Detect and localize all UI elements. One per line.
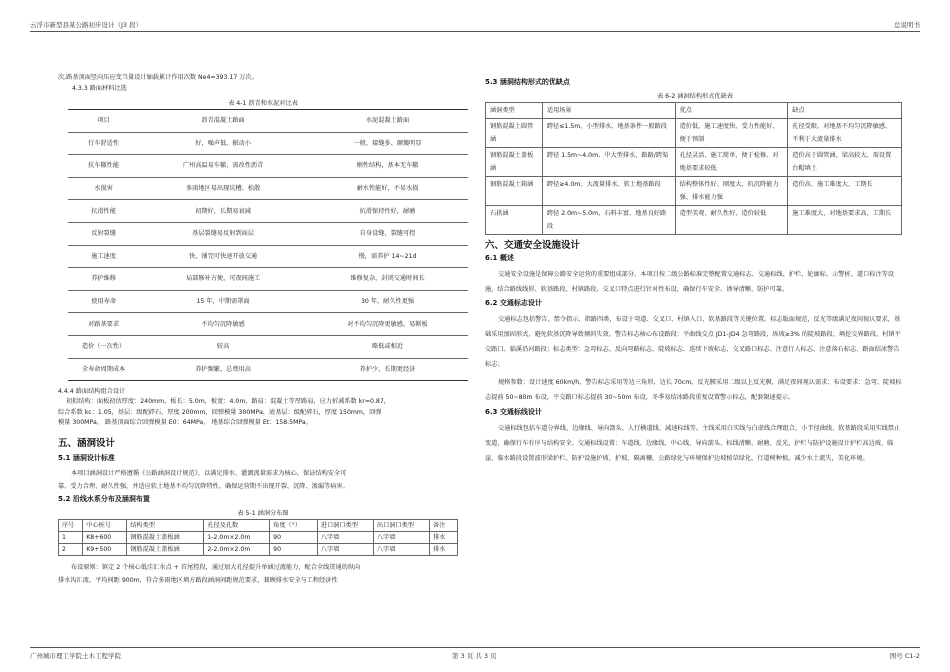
comparison-cell: 一般，接缝多、颠簸明显	[307, 132, 468, 155]
comparison-cell: 慢，需养护 14~21d	[307, 245, 468, 268]
culvert-type-cell: 钢筋混凝土圆管涵	[486, 119, 543, 148]
comparison-cell: 基层裂缝易反射到面层	[139, 222, 307, 245]
culvert-cell: 90	[270, 531, 318, 543]
section-4-4-4-heading: 4.4.4 路面结构组合设计	[58, 388, 126, 396]
comparison-row-header	[68, 110, 468, 133]
culvert-cell: 90	[270, 543, 318, 555]
footer-institution: 广州城市理工学院土木工程学院	[30, 652, 121, 660]
culvert-cell: 排水	[429, 531, 457, 543]
culvert-cell-header: 中心桩号	[83, 519, 127, 531]
section-5-1-heading: 5.1 涵洞设计标准	[58, 453, 115, 462]
comparison-cell: 施工速度	[68, 245, 139, 268]
comparison-row	[68, 222, 468, 245]
culvert-cell: 1	[59, 531, 83, 543]
culvert-row	[59, 543, 458, 555]
comparison-cell: 养护少，长期更经济	[307, 358, 468, 381]
comparison-cell: 对不均匀沉降更敏感，易断板	[307, 313, 468, 336]
culvert-types-pros-cons-table	[485, 102, 902, 235]
comparison-cell: 较高	[139, 335, 307, 358]
culvert-type-cell: 跨径≤1.5m、小型排水、地基条件一般路段	[542, 119, 675, 148]
culvert-type-row	[486, 206, 902, 235]
left-column	[58, 72, 468, 587]
comparison-cell: 初期好，长期易衰减	[139, 200, 307, 223]
comparison-cell: 15 年，中期需罩面	[139, 290, 307, 313]
comparison-cell: 养护维修	[68, 268, 139, 291]
culvert-type-cell: 跨径≥4.0m、大流量排水、软土地基路段	[542, 177, 675, 206]
overview-paragraph: 交通安全设施是保障公路安全运营的重要组成部分。本项目按二级公路标准完整配置交通标志、交通标线、护栏、轮廓标、示警桩、道口标注等设施，结合路线线形、软基路段、村镇路段、交叉口特点进行针对性布设，确保行车安全、诱导清晰、防护可靠。	[485, 271, 894, 293]
comparison-cell-header: 水泥混凝土路面	[307, 110, 468, 133]
culvert-cell-header: 孔径及孔数	[204, 519, 270, 531]
comparison-cell: 抗车辙性能	[68, 155, 139, 178]
traffic-marking-paragraph: 交通标线包括车道分界线、边缘线、导向箭头、人行横道线、减速标线等。主线采用白实线与白虚线合理组合，小半径曲线、软基路段采用实线禁止变道，确保行车有序与结构安全。交通标线设置：车道线、边缘线、中心线、导向箭头、标线清晰、耐磨、反光，护栏与防护设施设计护栏高边坡、临崖、临水路段设置波形梁护栏。防护设施护坡、护坡、隔离栅，公路绿化与环境保护边坡植草绿化，行道树种植，减少水土流失，美化环境。	[485, 425, 901, 462]
culvert-cell-header: 出口洞口类型	[373, 519, 429, 531]
comparison-row	[68, 313, 468, 336]
section-4-3-3-heading: 4.3.3 路面材料比选	[72, 85, 127, 92]
culvert-cell: 2	[59, 543, 83, 555]
comparison-row	[68, 358, 468, 381]
culvert-type-cell: 造价高于圆管涵、梁高较大、需设置台帽填土	[788, 148, 902, 177]
culvert-cell: K8+600	[83, 531, 127, 543]
section-6-1-heading: 6.1 概述	[485, 254, 514, 262]
comparison-row	[68, 268, 468, 291]
culvert-cell: 1-2.0m×2.0m	[204, 531, 270, 543]
comparison-cell: 好，噪声低、振动小	[139, 132, 307, 155]
comparison-row	[68, 335, 468, 358]
culvert-cell-header: 进口洞口类型	[317, 519, 373, 531]
comparison-row	[68, 155, 468, 178]
culvert-type-cell-header: 涵洞类型	[486, 103, 543, 119]
pavement-structure-line-3: 模量 300MPa， 路基顶面综合回弹模量 E0：64MPa， 地基综合回弹模量 Et：158.5MPa。	[58, 419, 312, 427]
culvert-type-cell: 钢筋混凝土盖板涵	[486, 148, 543, 177]
culvert-type-cell-header: 优点	[675, 103, 788, 119]
culvert-type-row	[486, 119, 902, 148]
culvert-type-cell: 孔径灵活、施工简单、便于检修、对地基要求较低	[675, 148, 788, 177]
culvert-cell-header: 备注	[429, 519, 457, 531]
culvert-cell: 2-2.0m×2.0m	[204, 543, 270, 555]
culvert-type-row	[486, 177, 902, 206]
comparison-row	[68, 177, 468, 200]
culvert-cell: 钢筋混凝土盖板涵	[127, 543, 204, 555]
culvert-type-cell: 石拱涵	[486, 206, 543, 235]
culvert-cell: 八字墙	[317, 543, 373, 555]
culvert-type-cell-header: 适用场景	[542, 103, 675, 119]
layout-principle-line-2: 排水沟汇流。平均间距 900m，符合多雨地区填方路段涵洞间距规范要求，兼顾排水安全与工程经济性	[58, 576, 338, 584]
comparison-cell-header: 沥青混凝土路面	[139, 110, 307, 133]
intro-paragraph: 次,路基顶面竖向压应变当量设计轴载累计作用次数 Ne4=393.17 万次。	[58, 74, 258, 81]
culvert-type-cell: 孔径受限、对地基不均匀沉降敏感、不利于大流量排水	[788, 119, 902, 148]
culvert-cell-header: 结构类型	[127, 519, 204, 531]
culvert-standard-line-2: 靠、受力合理、耐久性强，并适应软土地基不均匀沉降特性，确保运营期不出现开裂、沉降、渗漏等病害。	[58, 482, 349, 490]
right-column	[485, 77, 905, 466]
comparison-cell: 全寿命周期成本	[68, 358, 139, 381]
culvert-standard-line-1: 本项目涵洞设计严格遵循《公路涵洞设计规范》，以满足排水、灌溉流量需求为核心，保证结构安全可	[71, 469, 347, 477]
comparison-cell: 养护频繁，总费用高	[139, 358, 307, 381]
culvert-type-cell: 造型美观、耐久性好、造价较低	[675, 206, 788, 235]
comparison-cell: 30 年，耐久性更强	[307, 290, 468, 313]
footer-page-number: 第 3 页 共 3 页	[452, 652, 497, 660]
pavement-structure-line-2: 综合系数 kc：1.05，基层：级配碎石，厚度 200mm，回弹模量 300MPa，底基层：级配碎石，厚度 150mm，回弹	[58, 408, 382, 416]
chapter-5-heading: 五、涵洞设计	[58, 437, 116, 449]
comparison-cell-header: 项目	[68, 110, 139, 133]
comparison-cell: 反射裂缝	[68, 222, 139, 245]
culvert-type-cell: 跨径 1.5m~4.0m、中大型排水、路路/跨渠	[542, 148, 675, 177]
table-4-1-caption: 表 4-1 沥青和水泥对比表	[228, 100, 298, 107]
comparison-cell: 抗滑保持性好，耐磨	[307, 200, 468, 223]
comparison-cell: 行车舒适性	[68, 132, 139, 155]
pavement-structure-line-1: 初拟结构：面板初估厚度：240mm，板长：5.0m，板宽：4.0m，路肩：混凝土等厚路肩，应力折减系数 kr=0.87，	[66, 398, 390, 406]
traffic-sign-paragraph-2: 规格参数：设计速度 60km/h，警告标志采用等边三角形，边长 70cm，反光膜采用二级以上反光膜，满足夜间视认需求；布设要求：急弯、陡坡标志提前 50~80m 布设，平交路口标志提前 30~50m 布设，冬季易结冰路段重复设置警示标志，配套限速提示。	[485, 379, 902, 401]
culvert-cell-header: 角度（°）	[270, 519, 318, 531]
section-6-3-heading: 6.3 交通标线设计	[485, 408, 542, 416]
culvert-cell: 八字墙	[373, 543, 429, 555]
culvert-cell: 八字墙	[317, 531, 373, 543]
asphalt-cement-comparison-table	[68, 109, 468, 381]
culvert-type-row-header	[486, 103, 902, 119]
comparison-cell: 刚性结构，基本无车辙	[307, 155, 468, 178]
culvert-cell: K9+500	[83, 543, 127, 555]
comparison-cell: 快，铺完可快速开放交通	[139, 245, 307, 268]
traffic-sign-paragraph-1: 交通标志包括警告、禁令指示、指路四类，布设于弯道、交叉口、村镇入口、软基路段等关键位置。标志版面规范，反光等级满足夜间视认要求，基础采用加固形式，避免软基沉降导致倾斜失效。警告标志核心布设路段：平曲线交点 JD1-JD4 急弯路段、纵坡≥3% 的陡坡路段、填挖交界路段、村镇平交路口、临溪沿河路段；标志类型：急弯标志、反向弯路标志、陡坡标志、连续下坡标志、交叉路口标志、注意行人标志、注意落石标志、路面结冰警告标志；	[485, 316, 901, 368]
comparison-cell: 自身设缝，裂缝可控	[307, 222, 468, 245]
comparison-row	[68, 245, 468, 268]
culvert-type-cell: 结构整体性好、刚度大、抗沉降能力强、排水能力强	[675, 177, 788, 206]
comparison-row	[68, 200, 468, 223]
comparison-cell: 造价（一次性）	[68, 335, 139, 358]
culvert-type-cell: 钢筋混凝土箱涵	[486, 177, 543, 206]
culvert-type-row	[486, 148, 902, 177]
doc-header-section: 总说明书	[894, 21, 920, 29]
culvert-row	[59, 531, 458, 543]
culvert-cell: 八字墙	[373, 531, 429, 543]
comparison-cell: 广州高温易车辙，需改性沥青	[139, 155, 307, 178]
comparison-cell: 使用寿命	[68, 290, 139, 313]
comparison-cell: 维修复杂，封闭交通时间长	[307, 268, 468, 291]
culvert-cell-header: 序号	[59, 519, 83, 531]
header-rule	[30, 31, 920, 32]
culvert-type-cell: 造价高、施工难度大、工期长	[788, 177, 902, 206]
doc-header-title: 云浮市新型县某公路初步设计（J3 段）	[30, 21, 143, 29]
footer-drawing-number: 图号 C1-2	[889, 652, 920, 660]
comparison-row	[68, 290, 468, 313]
culvert-distribution-table	[58, 519, 458, 556]
comparison-row	[68, 132, 468, 155]
comparison-cell: 不均匀沉降敏感	[139, 313, 307, 336]
culvert-type-cell: 跨径 2.0m~5.0m、石料丰富、地基良好路段	[542, 206, 675, 235]
comparison-cell: 水损害	[68, 177, 139, 200]
culvert-type-cell: 施工难度大、对地基要求高、工期长	[788, 206, 902, 235]
section-5-2-heading: 5.2 沿线水系分布及涵洞布置	[58, 494, 150, 503]
section-6-2-heading: 6.2 交通标志设计	[485, 299, 542, 307]
comparison-cell: 对路基要求	[68, 313, 139, 336]
footer-rule	[30, 647, 920, 648]
comparison-cell: 多雨地区易出现坑槽、松散	[139, 177, 307, 200]
comparison-cell: 耐水性能好，不易水损	[307, 177, 468, 200]
culvert-row-header	[59, 519, 458, 531]
culvert-cell: 排水	[429, 543, 457, 555]
table-6-2-caption: 表 6-2 涵洞结构形式优缺表	[657, 93, 733, 100]
table-5-1-caption: 表 5-1 涵洞分布图	[237, 509, 289, 517]
section-5-3-heading: 5.3 涵洞结构形式的优缺点	[485, 78, 570, 86]
comparison-cell: 局部修补方便，可夜间施工	[139, 268, 307, 291]
comparison-cell: 抗滑性能	[68, 200, 139, 223]
comparison-cell: 略低或相近	[307, 335, 468, 358]
culvert-type-cell: 造价低、施工速度快、受力性能好、便于预制	[675, 119, 788, 148]
chapter-6-heading: 六、交通安全设施设计	[485, 240, 581, 251]
culvert-type-cell-header: 缺点	[788, 103, 902, 119]
culvert-cell: 钢筋混凝土盖板涵	[127, 531, 204, 543]
layout-principle-line-1: 布设原则：镇定 2 个核心低洼汇水点 + 首尾控段，通过加大孔径提升单涵过流能力，配合全线贯通的纵向	[71, 563, 361, 571]
